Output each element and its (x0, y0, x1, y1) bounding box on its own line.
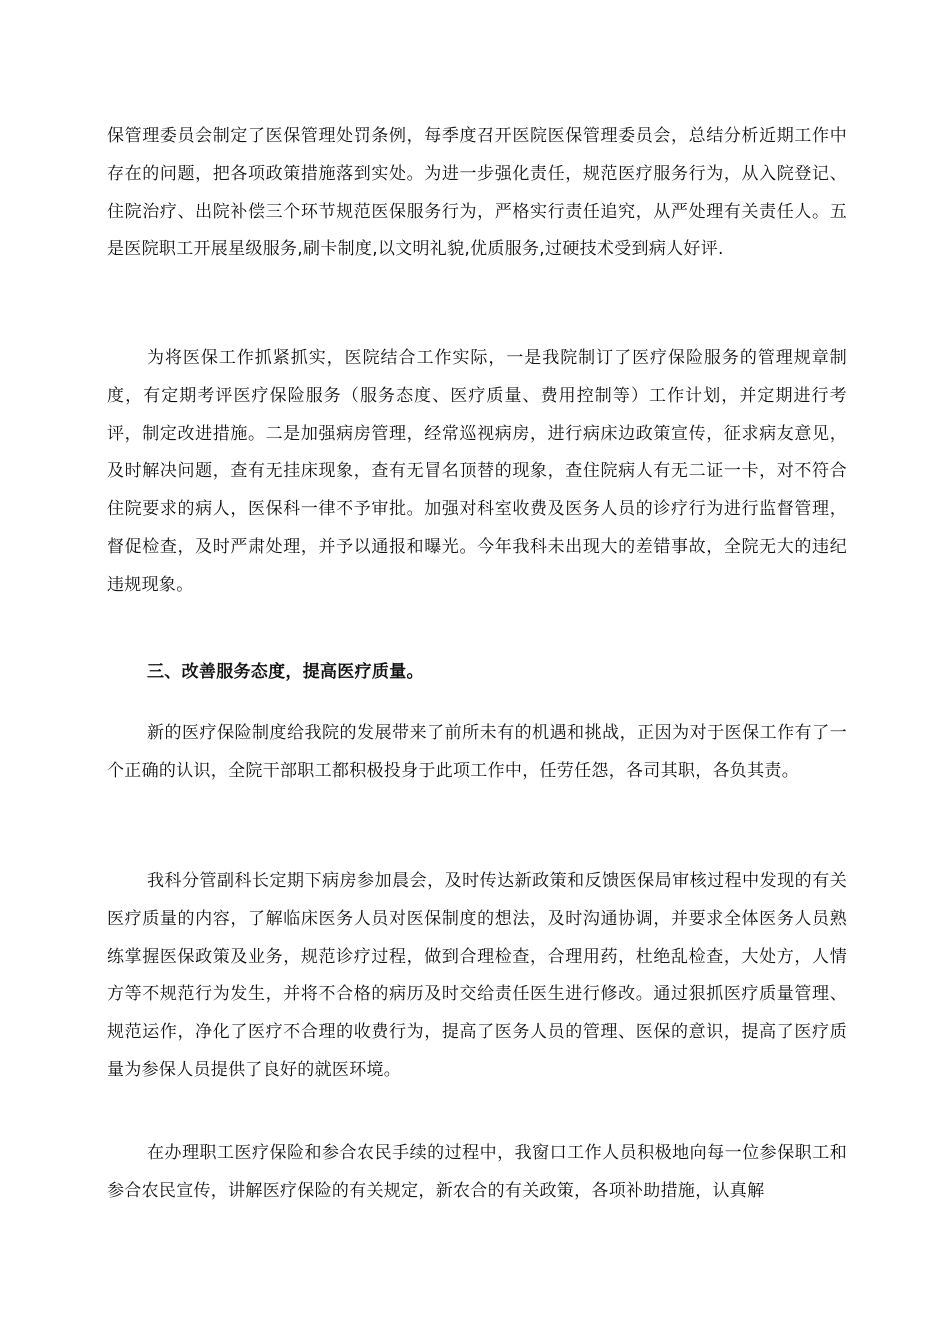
section-heading: 三、改善服务态度，提高医疗质量。 (147, 662, 424, 682)
paragraph: 在办理职工医疗保险和参合农民手续的过程中，我窗口工作人员积极地向每一位参保职工和参合农民宣传，讲解医疗保险的有关规定，新农合的有关政策，各项补助措施，认真解 (107, 1143, 847, 1201)
paragraph: 为将医保工作抓紧抓实，医院结合工作实际，一是我院制订了医疗保险服务的管理规章制度，有定期考评医疗保险服务（服务态度、医疗质量、费用控制等）工作计划，并定期进行考评，制定改进措施。二是加强病房管理，经常巡视病房，进行病床边政策宣传，征求病友意见，及时解决问题，查有无挂床现象，查有无冒名顶替的现象，查住院病人有无二证一卡，对不符合住院要求的病人，医保科一律不予审批。加强对科室收费及医务人员的诊疗行为进行监督管理，督促检查，及时严肃处理，并予以通报和曝光。今年我科未出现大的差错事故，全院无大的违纪违规现象。 (107, 348, 847, 595)
paragraph-continuation: 保管理委员会制定了医保管理处罚条例，每季度召开医院医保管理委员会，总结分析近期工作中存在的问题，把各项政策措施落到实处。为进一步强化责任，规范医疗服务行为，从入院登记、住院治疗、出院补偿三个环节规范医保服务行为，严格实行责任追究，从严处理有关责任人。五是医院职工开展星级服务,刷卡制度,以文明礼貌,优质服务,过硬技术受到病人好评. (107, 126, 847, 260)
paragraph: 我科分管副科长定期下病房参加晨会，及时传达新政策和反馈医保局审核过程中发现的有关医疗质量的内容，了解临床医务人员对医保制度的想法，及时沟通协调，并要求全体医务人员熟练掌握医保政策及业务，规范诊疗过程，做到合理检查，合理用药，杜绝乱检查，大处方，人情方等不规范行为发生，并将不合格的病历及时交给责任医生进行修改。通过狠抓医疗质量管理、规范运作，净化了医疗不合理的收费行为，提高了医务人员的管理、医保的意识，提高了医疗质量为参保人员提供了良好的就医环境。 (107, 871, 847, 1080)
paragraph: 新的医疗保险制度给我院的发展带来了前所未有的机遇和挑战，正因为对于医保工作有了一个正确的认识，全院干部职工都积极投身于此项工作中，任劳任怨，各司其职，各负其责。 (107, 723, 847, 781)
